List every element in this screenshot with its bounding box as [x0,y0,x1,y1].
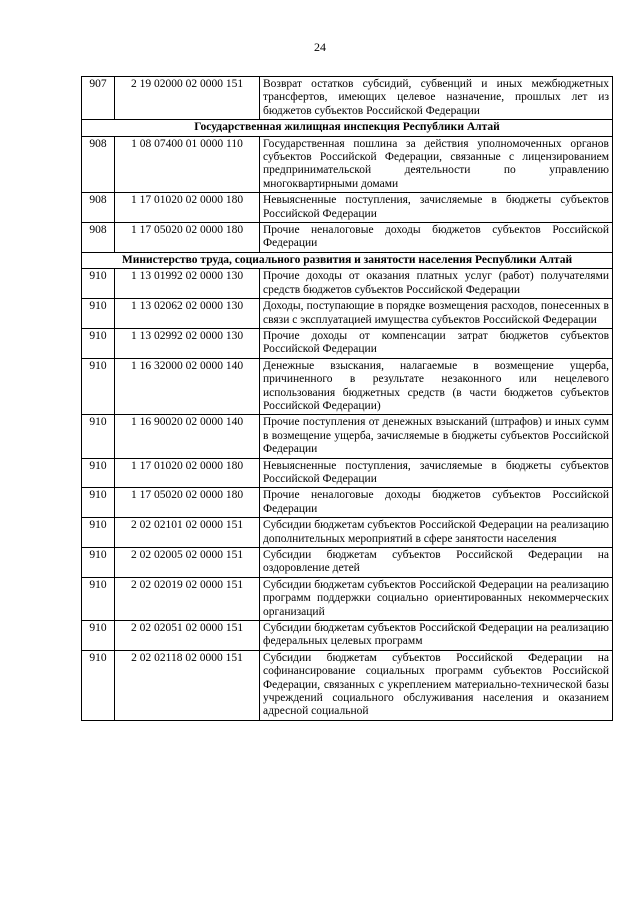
section-header-row [82,120,613,136]
table-row [82,223,613,253]
admin-code-cell: 910 [82,621,115,651]
revenue-description-cell: Субсидии бюджетам субъектов Российской Федерации на реализацию дополнительных мероприятий в сфере занятости населения [260,518,613,548]
revenue-code-cell: 1 13 02062 02 0000 130 [115,299,260,329]
revenue-code-cell: 2 02 02019 02 0000 151 [115,577,260,620]
admin-code-cell: 910 [82,415,115,458]
table-row [82,193,613,223]
table-row [82,488,613,518]
revenue-code-cell: 1 17 05020 02 0000 180 [115,488,260,518]
revenue-description-cell: Денежные взыскания, налагаемые в возмещение ущерба, причиненного в результате незаконного или нецелевого использования бюджетных средств (в части бюджетов субъектов Российской Федерации) [260,358,613,415]
admin-code-cell: 908 [82,136,115,193]
revenue-description-cell: Прочие доходы от оказания платных услуг (работ) получателями средств бюджетов субъектов Российской Федерации [260,269,613,299]
revenue-code-cell: 1 08 07400 01 0000 110 [115,136,260,193]
revenue-description-cell: Невыясненные поступления, зачисляемые в бюджеты субъектов Российской Федерации [260,193,613,223]
revenue-description-cell: Прочие неналоговые доходы бюджетов субъектов Российской Федерации [260,223,613,253]
revenue-code-cell: 1 13 02992 02 0000 130 [115,328,260,358]
revenue-description-cell: Прочие поступления от денежных взысканий (штрафов) и иных сумм в возмещение ущерба, зачисляемые в бюджеты субъектов Российской Федерации [260,415,613,458]
revenue-description-cell: Государственная пошлина за действия уполномоченных органов субъектов Российской Федерации, связанные с лицензированием предпринимательской деятельности по управлению многоквартирными домами [260,136,613,193]
admin-code-cell: 910 [82,269,115,299]
admin-code-cell: 910 [82,488,115,518]
section-title: Министерство труда, социального развития и занятости населения Республики Алтай [82,252,613,268]
admin-code-cell: 910 [82,458,115,488]
revenue-code-cell: 1 17 01020 02 0000 180 [115,193,260,223]
section-title: Государственная жилищная инспекция Республики Алтай [82,120,613,136]
admin-code-cell: 910 [82,548,115,578]
revenue-code-cell: 2 02 02005 02 0000 151 [115,548,260,578]
table-row [82,577,613,620]
revenue-code-cell: 1 17 05020 02 0000 180 [115,223,260,253]
revenue-code-cell: 2 02 02051 02 0000 151 [115,621,260,651]
revenue-code-cell: 1 17 01020 02 0000 180 [115,458,260,488]
table-row [82,328,613,358]
revenue-description-cell: Возврат остатков субсидий, субвенций и иных межбюджетных трансфертов, имеющих целевое назначение, прошлых лет из бюджетов субъектов Российской Федерации [260,77,613,120]
admin-code-cell: 910 [82,577,115,620]
revenue-description-cell: Прочие неналоговые доходы бюджетов субъектов Российской Федерации [260,488,613,518]
revenue-description-cell: Невыясненные поступления, зачисляемые в бюджеты субъектов Российской Федерации [260,458,613,488]
admin-code-cell: 910 [82,518,115,548]
revenue-code-cell: 1 16 90020 02 0000 140 [115,415,260,458]
table-row [82,299,613,329]
admin-code-cell: 910 [82,650,115,720]
revenue-description-cell: Субсидии бюджетам субъектов Российской Федерации на реализацию программ поддержки социально ориентированных некоммерческих организаций [260,577,613,620]
table-body [82,77,613,721]
admin-code-cell: 907 [82,77,115,120]
section-header-row [82,252,613,268]
revenue-code-cell: 1 13 01992 02 0000 130 [115,269,260,299]
revenue-description-cell: Субсидии бюджетам субъектов Российской Федерации на оздоровление детей [260,548,613,578]
revenue-code-cell: 2 02 02101 02 0000 151 [115,518,260,548]
revenue-code-cell: 1 16 32000 02 0000 140 [115,358,260,415]
revenue-description-cell: Субсидии бюджетам субъектов Российской Федерации на софинансирование социальных программ субъектов Российской Федерации, связанных с укреплением материально-технической базы учреждений социального обслуживания населения и оказанием адресной социальной [260,650,613,720]
table-row [82,650,613,720]
admin-code-cell: 908 [82,223,115,253]
table-row [82,269,613,299]
page-number: 24 [314,40,326,54]
table-row [82,358,613,415]
revenue-description-cell: Доходы, поступающие в порядке возмещения расходов, понесенных в связи с эксплуатацией имущества субъектов Российской Федерации [260,299,613,329]
revenue-description-cell: Прочие доходы от компенсации затрат бюджетов субъектов Российской Федерации [260,328,613,358]
revenue-code-cell: 2 02 02118 02 0000 151 [115,650,260,720]
table-row [82,458,613,488]
table-row [82,77,613,120]
table-row [82,621,613,651]
revenue-codes-table [81,76,613,721]
revenue-code-cell: 2 19 02000 02 0000 151 [115,77,260,120]
admin-code-cell: 910 [82,328,115,358]
revenue-description-cell: Субсидии бюджетам субъектов Российской Федерации на реализацию федеральных целевых программ [260,621,613,651]
table-row [82,415,613,458]
table-row [82,548,613,578]
table-row [82,136,613,193]
admin-code-cell: 910 [82,358,115,415]
admin-code-cell: 908 [82,193,115,223]
table-row [82,518,613,548]
admin-code-cell: 910 [82,299,115,329]
